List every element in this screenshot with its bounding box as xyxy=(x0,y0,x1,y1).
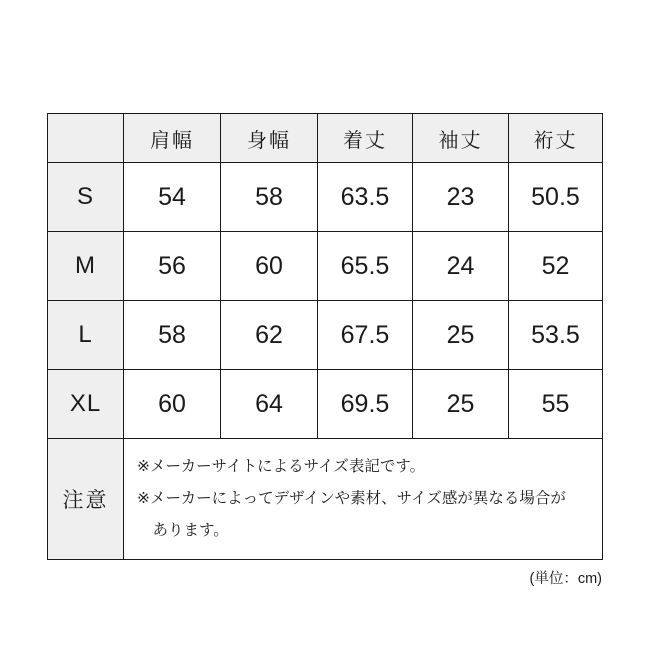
table-row xyxy=(48,301,603,370)
column-header: 袖丈 xyxy=(413,114,509,163)
measurement-cell: 50.5 xyxy=(509,163,603,232)
measurement-cell: 58 xyxy=(124,301,221,370)
note-line: ※メーカーによってデザインや素材、サイズ感が異なる場合が xyxy=(137,490,566,508)
measurement-cell: 24 xyxy=(413,232,509,301)
measurement-cell: 54 xyxy=(124,163,221,232)
measurement-cell: 23 xyxy=(413,163,509,232)
measurement-cell: 60 xyxy=(124,370,221,439)
measurement-cell: 55 xyxy=(509,370,603,439)
unit-caption: (単位：cm) xyxy=(529,571,602,587)
measurement-cell: 64 xyxy=(221,370,318,439)
size-chart xyxy=(47,113,602,588)
measurement-cell: 53.5 xyxy=(509,301,603,370)
measurement-cell: 62 xyxy=(221,301,318,370)
measurement-cell: 63.5 xyxy=(318,163,413,232)
measurement-cell: 58 xyxy=(221,163,318,232)
note-line: ※メーカーサイトによるサイズ表記です。 xyxy=(137,458,426,476)
measurement-cell: 67.5 xyxy=(318,301,413,370)
measurement-cell: 25 xyxy=(413,370,509,439)
table-row xyxy=(48,232,603,301)
measurement-cell: 52 xyxy=(509,232,603,301)
column-header: 着丈 xyxy=(318,114,413,163)
size-label: L xyxy=(48,301,124,370)
column-header: 身幅 xyxy=(221,114,318,163)
column-header: 肩幅 xyxy=(124,114,221,163)
measurement-cell: 56 xyxy=(124,232,221,301)
measurement-cell: 25 xyxy=(413,301,509,370)
size-label: M xyxy=(48,232,124,301)
table-row xyxy=(48,163,603,232)
table-row xyxy=(48,370,603,439)
note-line: あります。 xyxy=(152,521,229,539)
corner-cell xyxy=(48,114,124,163)
note-row xyxy=(48,439,603,560)
header-row xyxy=(48,114,603,163)
size-chart-table xyxy=(47,113,603,560)
note-text-cell xyxy=(124,439,603,560)
measurement-cell: 60 xyxy=(221,232,318,301)
note-label: 注意 xyxy=(48,439,124,560)
measurement-cell: 69.5 xyxy=(318,370,413,439)
measurement-cell: 65.5 xyxy=(318,232,413,301)
size-label: S xyxy=(48,163,124,232)
column-header: 裄丈 xyxy=(509,114,603,163)
size-label: XL xyxy=(48,370,124,439)
